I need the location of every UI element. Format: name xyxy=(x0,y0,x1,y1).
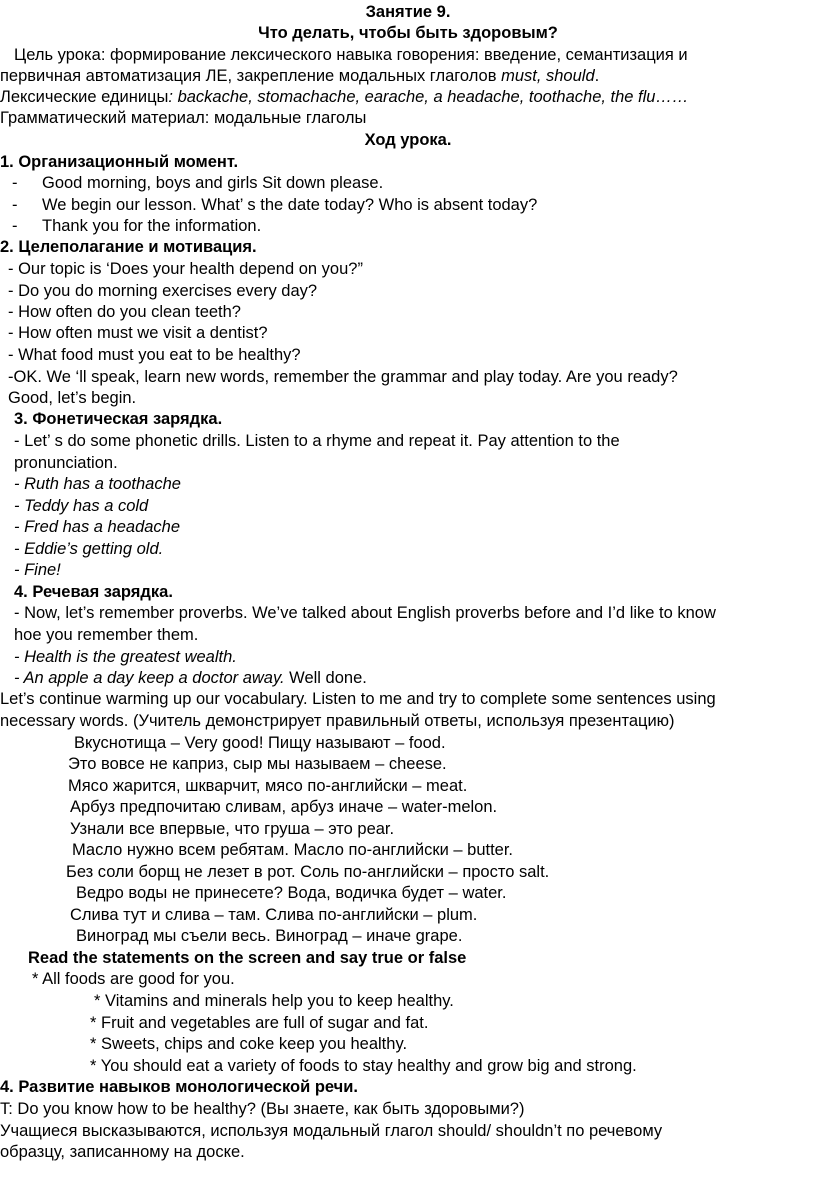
statement: * All foods are good for you. xyxy=(32,970,235,988)
goal-text: первичная автоматизация ЛЕ, закрепление модальных глаголов xyxy=(0,67,502,85)
list-item: Thank you for the information. xyxy=(42,217,262,235)
goal-period: . xyxy=(594,67,600,85)
statement: * Sweets, chips and coke keep you healthy. xyxy=(90,1035,408,1053)
rhyme-line: - Teddy has a cold xyxy=(14,497,149,515)
list-dash: - xyxy=(12,174,18,192)
lesson-title: Занятие 9. xyxy=(365,3,451,21)
lesson-subtitle: Что делать, чтобы быть здоровым? xyxy=(258,24,558,42)
statement: * Vitamins and minerals help you to keep healthy. xyxy=(94,992,454,1010)
proverbs-intro-2: hoe you remember them. xyxy=(14,626,199,644)
rhyme-line: - Ruth has a toothache xyxy=(14,475,181,493)
proverbs-intro-1: - Now, let’s remember proverbs. We’ve talked about English proverbs before and I’d like to know xyxy=(14,604,716,622)
proverb-line xyxy=(14,668,367,689)
list-item: - Our topic is ‘Does your health depend on you?” xyxy=(8,260,363,278)
list-item: -OK. We ‘ll speak, learn new words, remember the grammar and play today. Are you ready? xyxy=(8,368,678,386)
list-item: - Do you do morning exercises every day? xyxy=(8,282,318,300)
goal-verbs: must, should xyxy=(501,67,595,85)
list-item: We begin our lesson. What’ s the date today? Who is absent today? xyxy=(42,196,538,214)
poem-line: Виноград мы съели весь. Виноград – иначе grape. xyxy=(76,927,463,945)
section-5-heading: 4. Развитие навыков монологической речи. xyxy=(0,1078,358,1096)
praise-text: Well done. xyxy=(284,669,367,687)
poem-line: Ведро воды не принесете? Вода, водичка будет – water. xyxy=(76,884,507,902)
list-item: - How often do you clean teeth? xyxy=(8,303,241,321)
poem-line: Мясо жарится, шкварчит, мясо по-английски – meat. xyxy=(68,777,468,795)
poem-line: Узнали все впервые, что груша – это pear. xyxy=(70,820,395,838)
list-item: - What food must you eat to be healthy? xyxy=(8,346,301,364)
proverb: - Health is the greatest wealth. xyxy=(14,648,237,666)
section-3-heading: 3. Фонетическая зарядка. xyxy=(14,410,223,428)
list-item: Good, let’s begin. xyxy=(8,389,137,407)
lexical-units xyxy=(0,87,689,108)
true-false-heading: Read the statements on the screen and say true or false xyxy=(28,949,467,967)
progress-heading: Ход урока. xyxy=(364,131,452,149)
lexical-label: Лексические единицы xyxy=(0,88,169,106)
vocab-intro-1: Let’s continue warming up our vocabulary. Listen to me and try to complete some sentences using xyxy=(0,690,716,708)
list-dash: - xyxy=(12,196,18,214)
goal-line-1: Цель урока: формирование лексического навыка говорения: введение, семантизация и xyxy=(14,46,688,64)
poem-line: Вкуснотища – Very good! Пищу называют – food. xyxy=(74,734,446,752)
poem-line: Арбуз предпочитаю сливам, арбуз иначе – water-melon. xyxy=(70,798,498,816)
poem-line: Слива тут и слива – там. Слива по-английски – plum. xyxy=(70,906,478,924)
proverb: - An apple a day keep a doctor away. xyxy=(14,669,285,687)
section-4-heading: 4. Речевая зарядка. xyxy=(14,583,173,601)
students-answer-2: образцу, записанному на доске. xyxy=(0,1143,245,1161)
phonetic-intro-1: - Let’ s do some phonetic drills. Listen to a rhyme and repeat it. Pay attention to the xyxy=(14,432,620,450)
list-item: - How often must we visit a dentist? xyxy=(8,324,268,342)
rhyme-line: - Eddie’s getting old. xyxy=(14,540,164,558)
statement: * Fruit and vegetables are full of sugar and fat. xyxy=(90,1014,429,1032)
list-item: Good morning, boys and girls Sit down please. xyxy=(42,174,384,192)
goal-line-2 xyxy=(0,66,599,87)
poem-line: Без соли борщ не лезет в рот. Соль по-английски – просто salt. xyxy=(66,863,550,881)
students-answer-1: Учащиеся высказываются, используя модальный глагол should/ shouldn’t по речевому xyxy=(0,1122,663,1140)
phonetic-intro-2: pronunciation. xyxy=(14,454,118,472)
rhyme-line: - Fred has a headache xyxy=(14,518,181,536)
lexical-items: : backache, stomachache, earache, a headache, toothache, the flu…… xyxy=(168,88,689,106)
list-dash: - xyxy=(12,217,18,235)
grammar-material: Грамматический материал: модальные глаголы xyxy=(0,109,367,127)
poem-line: Масло нужно всем ребятам. Масло по-английски – butter. xyxy=(72,841,514,859)
vocab-intro-2: necessary words. (Учитель демонстрирует правильный ответы, используя презентацию) xyxy=(0,712,675,730)
teacher-question: T: Do you know how to be healthy? (Вы знаете, как быть здоровыми?) xyxy=(0,1100,525,1118)
rhyme-line: - Fine! xyxy=(14,561,61,579)
statement: * You should eat a variety of foods to stay healthy and grow big and strong. xyxy=(90,1057,637,1075)
poem-line: Это вовсе не каприз, сыр мы называем – cheese. xyxy=(68,755,447,773)
section-2-heading: 2. Целеполагание и мотивация. xyxy=(0,238,257,256)
section-1-heading: 1. Организационный момент. xyxy=(0,153,239,171)
